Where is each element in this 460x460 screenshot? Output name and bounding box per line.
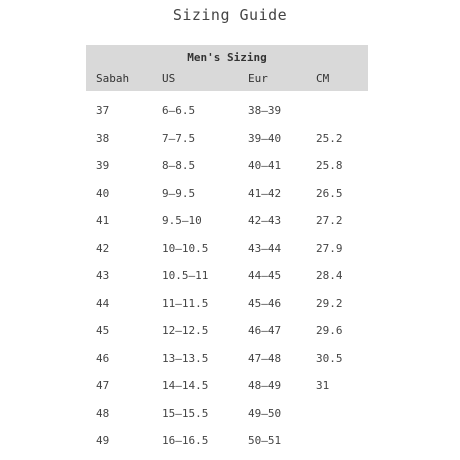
cell-us: 16–16.5: [162, 434, 209, 447]
cell-cm: 25.8: [316, 159, 343, 172]
cell-eur: 38–39: [248, 104, 282, 117]
cell-eur: 45–46: [248, 296, 282, 310]
cell-us: 12–12.5: [162, 324, 209, 337]
cell-us: 9.5–10: [162, 214, 202, 227]
cell-sabah: 42: [96, 241, 110, 255]
cell-us: 11–11.5: [162, 296, 209, 310]
cell-sabah: 48: [96, 406, 110, 420]
cell-sabah: 49: [96, 434, 110, 447]
cell-cm: 29.2: [316, 296, 343, 310]
cell-eur: 39–40: [248, 131, 282, 145]
cell-cm: 25.2: [316, 131, 343, 145]
cell-eur: 48–49: [248, 379, 282, 392]
cell-sabah: 43: [96, 269, 110, 282]
cell-cm: 28.4: [316, 269, 343, 282]
cell-eur: 41–42: [248, 186, 282, 200]
cell-us: 6–6.5: [162, 104, 196, 117]
cell-eur: 50–51: [248, 434, 282, 447]
cell-us: 8–8.5: [162, 159, 196, 172]
cell-eur: 47–48: [248, 351, 282, 365]
cell-cm: 27.9: [316, 241, 343, 255]
cell-cm: 26.5: [316, 186, 343, 200]
cell-us: 15–15.5: [162, 406, 209, 420]
column-header-eur: Eur: [248, 72, 268, 85]
cell-sabah: 39: [96, 159, 110, 172]
cell-sabah: 44: [96, 296, 110, 310]
cell-eur: 42–43: [248, 214, 282, 227]
cell-cm: 29.6: [316, 324, 343, 337]
page-title: Sizing Guide: [172, 6, 288, 24]
cell-us: 9–9.5: [162, 186, 196, 200]
cell-cm: 31: [316, 379, 330, 392]
cell-us: 13–13.5: [162, 351, 209, 365]
column-header-cm: CM: [316, 72, 330, 85]
cell-us: 10.5–11: [162, 269, 209, 282]
cell-sabah: 46: [96, 351, 110, 365]
cell-sabah: 45: [96, 324, 110, 337]
cell-eur: 43–44: [248, 241, 282, 255]
cell-us: 14–14.5: [162, 379, 209, 392]
cell-eur: 46–47: [248, 324, 282, 337]
cell-cm: 30.5: [316, 351, 343, 365]
cell-us: 10–10.5: [162, 241, 209, 255]
table-group-title: Men's Sizing: [187, 51, 267, 64]
cell-sabah: 47: [96, 379, 110, 392]
cell-us: 7–7.5: [162, 131, 196, 145]
column-header-sabah: Sabah: [96, 72, 130, 85]
cell-eur: 44–45: [248, 269, 282, 282]
cell-sabah: 37: [96, 104, 110, 117]
cell-cm: 27.2: [316, 214, 343, 227]
cell-sabah: 41: [96, 214, 110, 227]
cell-eur: 40–41: [248, 159, 282, 172]
cell-eur: 49–50: [248, 406, 282, 420]
cell-sabah: 38: [96, 131, 110, 145]
cell-sabah: 40: [96, 186, 110, 200]
column-header-us: US: [162, 72, 176, 85]
